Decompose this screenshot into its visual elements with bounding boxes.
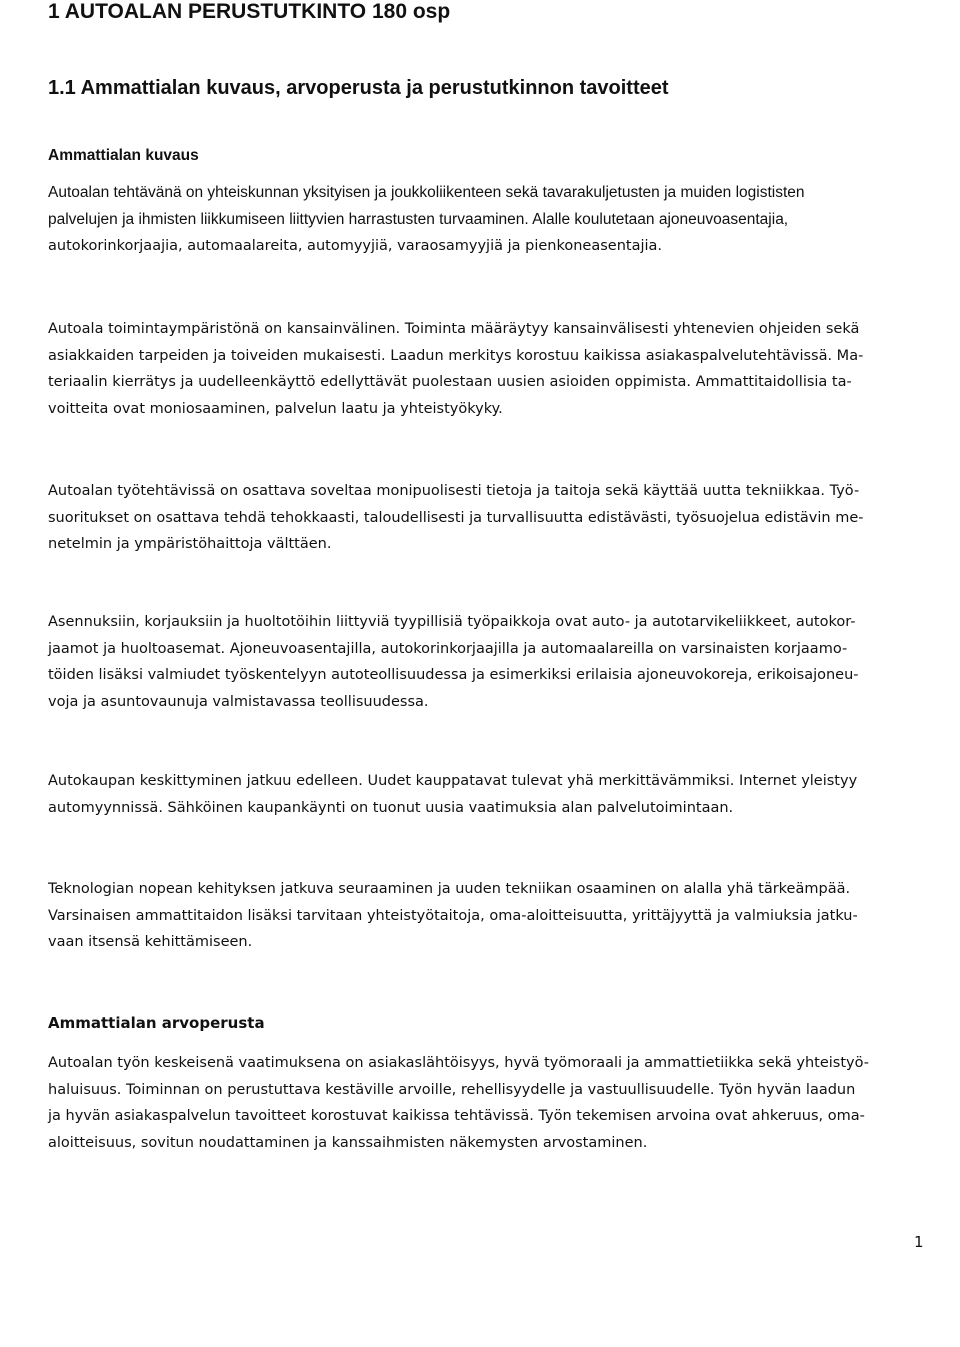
paragraph-kuvaus-2 (48, 316, 908, 422)
section-heading: 1.1 Ammattialan kuvaus, arvoperusta ja perustutkinnon tavoitteet (48, 77, 669, 99)
text-line: ja hyvän asiakaspalvelun tavoitteet korostuvat kaikissa tehtävissä. Työn tekemisen arvoina ovat ahkeruus, oma- (48, 1108, 865, 1124)
page-number: 1 (914, 1233, 924, 1251)
text-line: aloitteisuus, sovitun noudattaminen ja kanssaihmisten näkemysten arvostaminen. (48, 1134, 648, 1151)
text-line: voja ja asuntovaunuja valmistavassa teollisuudessa. (48, 693, 429, 710)
subheading-arvoperusta: Ammattialan arvoperusta (48, 1014, 265, 1032)
paragraph-kuvaus-6 (48, 876, 908, 956)
text-line: asiakkaiden tarpeiden ja toiveiden mukaisesti. Laadun merkitys korostuu kaikissa asiakaspalvelutehtävissä. Ma- (48, 347, 864, 364)
text-line: vaan itsensä kehittämiseen. (48, 934, 253, 950)
text-line: töiden lisäksi valmiudet työskentelyyn autoteollisuudessa ja esimerkiksi erilaisia ajoneuvokoreja, erikoisajoneu- (48, 667, 859, 683)
text-line: palvelujen ja ihmisten liikkumiseen liittyvien harrastusten turvaaminen. Alalle koulutetaan ajoneuvoasentajia, (48, 210, 789, 228)
text-line: Autokaupan keskittyminen jatkuu edelleen. Uudet kauppatavat tulevat yhä merkittävämmiksi. Internet yleistyy (48, 773, 858, 789)
main-heading: 1 AUTOALAN PERUSTUTKINTO 180 osp (48, 0, 451, 23)
text-line: Teknologian nopean kehityksen jatkuva seuraaminen ja uuden tekniikan osaaminen on alalla yhä tärkeämpää. (48, 881, 851, 897)
paragraph-kuvaus-4 (48, 609, 908, 715)
text-line: Autoalan työtehtävissä on osattava soveltaa monipuolisesti tietoja ja taitoja sekä käyttää uutta tekniikkaa. Työ- (48, 483, 860, 499)
text-line: suoritukset on osattava tehdä tehokkaasti, taloudellisesti ja turvallisuutta edistävästi, työsuojelua edistävin me- (48, 509, 864, 526)
paragraph-kuvaus-3 (48, 478, 908, 558)
text-line: automyynnissä. Sähköinen kaupankäynti on tuonut uusia vaatimuksia alan palvelutoimintaan. (48, 799, 734, 816)
text-line: teriaalin kierrätys ja uudelleenkäyttö edellyttävät puolestaan uusien asioiden oppimista. Ammattitaidollisia ta- (48, 374, 852, 390)
text-line: autokorinkorjaajia, automaalareita, automyyjiä, varaosamyyjiä ja pienkoneasentajia. (48, 238, 663, 254)
paragraph-kuvaus-1 (48, 180, 908, 260)
text-line: Autoala toimintaympäristönä on kansainvälinen. Toiminta määräytyy kansainvälisesti yhtenevien ohjeiden sekä (48, 321, 860, 337)
paragraph-kuvaus-5 (48, 768, 908, 821)
text-line: Autoalan tehtävänä on yhteiskunnan yksityisen ja joukkoliikenteen sekä tavarakuljetusten ja muiden logististen (48, 184, 805, 201)
text-line: voitteita ovat moniosaaminen, palvelun laatu ja yhteistyökyky. (48, 400, 503, 417)
text-line: netelmin ja ympäristöhaittoja välttäen. (48, 536, 332, 552)
subheading-kuvaus: Ammattialan kuvaus (48, 147, 199, 164)
paragraph-arvoperusta-1 (48, 1050, 908, 1156)
text-line: Varsinaisen ammattitaidon lisäksi tarvitaan yhteistyötaitoja, oma-aloitteisuutta, yrittäjyyttä ja valmiuksia jatku- (48, 907, 858, 924)
text-line: haluisuus. Toiminnan on perustuttava kestäville arvoille, rehellisyydelle ja vastuullisuudelle. Työn hyvän laadun (48, 1081, 856, 1098)
text-line: jaamot ja huoltoasemat. Ajoneuvoasentajilla, autokorinkorjaajilla ja automaalareilla on varsinaisten korjaamo- (48, 640, 848, 657)
text-line: Autoalan työn keskeisenä vaatimuksena on asiakaslähtöisyys, hyvä työmoraali ja ammattietiikka sekä yhteistyö- (48, 1055, 869, 1071)
text-line: Asennuksiin, korjauksiin ja huoltotöihin liittyviä tyypillisiä työpaikkoja ovat auto- ja autotarvikeliikkeet, autokor- (48, 614, 856, 630)
